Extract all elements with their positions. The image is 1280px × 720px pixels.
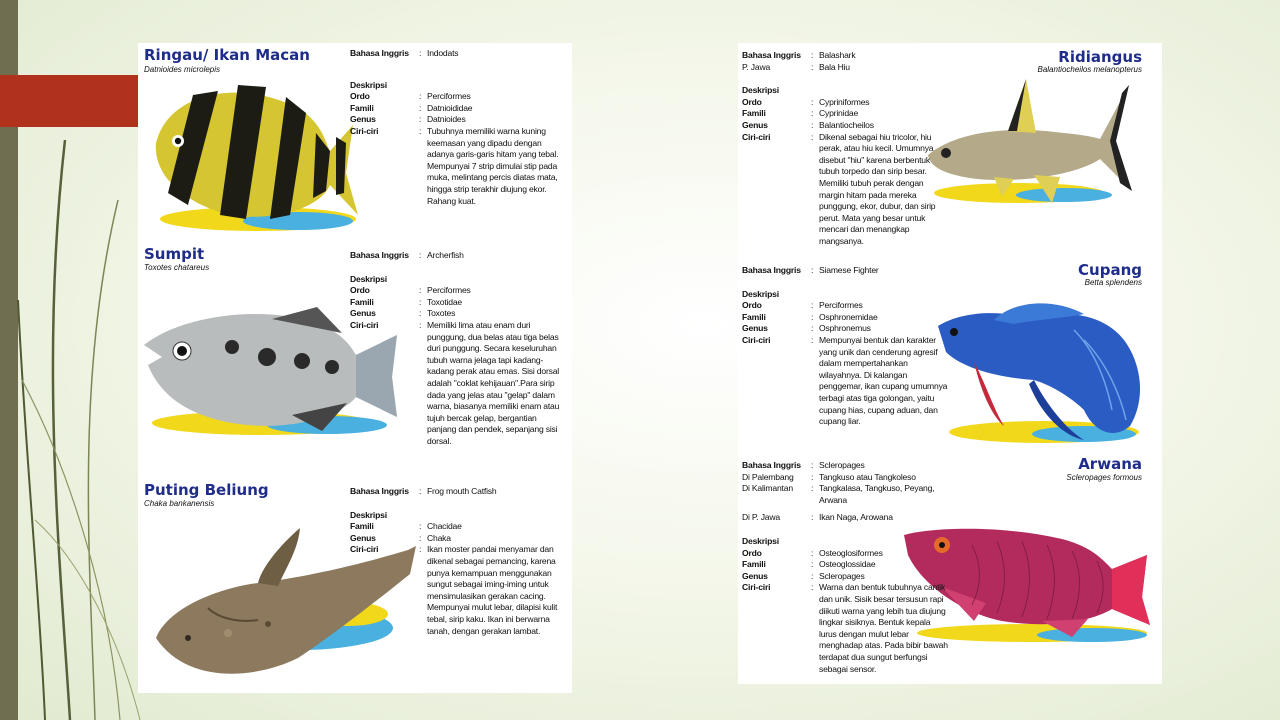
betta-fish-image: [934, 300, 1146, 450]
right-page: [738, 43, 1162, 684]
value-p-jawa: Bala Hiu: [819, 61, 850, 72]
bala-shark-image: [924, 73, 1134, 213]
value-ordo: Osteoglosiformes: [819, 547, 883, 558]
value-genus: Chaka: [427, 532, 451, 543]
label-ciri-ciri: Ciri-ciri: [742, 582, 771, 593]
value-bahasa-inggris: Scleropages: [819, 460, 865, 470]
fish-name-arwana: Arwana: [1078, 455, 1142, 473]
label-deskripsi: Deskripsi: [742, 535, 779, 546]
label-famili: Famili: [350, 521, 374, 532]
label-genus: Genus: [350, 114, 376, 125]
scientific-name-puting-beliung: Chaka bankanensis: [144, 499, 215, 508]
label-famili: Famili: [742, 311, 766, 322]
value-ciri-ciri: Warna dan bentuk tubuhnya cantik dan unik. Sisik besar tersusun rapi diikuti warna yang lebih tua diujung lingkar sisiknya. Bentuk kepala lurus dengan mulut lebar menghadap atas. Pada bibir bawah terdapat dua sungut berfungsi sebagai sensor.: [819, 582, 948, 674]
value-ordo: Perciformes: [427, 91, 471, 102]
fish-name-ridiangus: Ridiangus: [1058, 48, 1142, 66]
value-famili: Toxotidae: [427, 296, 462, 307]
value-famili: Datnioididae: [427, 102, 473, 113]
label-deskripsi: Deskripsi: [742, 288, 779, 299]
info-block-puting-beliung: Bahasa Inggris : Frog mouth Catfish Deskripsi Famili : Chacidae Genus : Chaka Ciri-ciri : Ikan moster pandai menyamar dan dikenal sebagai pemancing, karena punya kemampuan menggunakan sungut sebagai iming-iming untuk mensimulasikan gerakan cacing. Mempunyai mulut lebar, dilapisi kulit tebal, sirip kaku. Ikan ini berwarna tanah, dengan gerakan lambat.: [350, 486, 566, 637]
label-p-jawa: P. Jawa: [742, 61, 771, 72]
info-block-ringau: Bahasa Inggris : Indodats Deskripsi Ordo : Perciformes Famili : Datnioididae Genus : Datnioides Ciri-ciri : Tubuhnya memiliki warna kuning keemasan yang dipadu dengan adanya garis-garis hitam yang tebal. Mempunyai 7 strip dimulai stip pada muka, melintang percis diatas mata, hingga strip terakhir diujung ekor. Rahang kuat.: [350, 48, 566, 207]
fish-entry-ringau: [138, 43, 572, 243]
value-famili: Osphronemidae: [819, 311, 878, 322]
label-bahasa-inggris: Bahasa Inggris: [350, 48, 409, 58]
fish-entry-ridiangus: [738, 43, 1162, 258]
label-deskripsi: Deskripsi: [350, 509, 387, 520]
value-famili: Osteoglossidae: [819, 559, 876, 570]
value-ordo: Perciformes: [427, 285, 471, 296]
label-genus: Genus: [350, 532, 376, 543]
value-genus: Balantiocheilos: [819, 119, 874, 130]
value-bahasa-inggris: Siamese Fighter: [819, 265, 879, 275]
fish-name-cupang: Cupang: [1078, 261, 1142, 279]
label-ciri-ciri: Ciri-ciri: [350, 125, 379, 136]
label-bahasa-inggris: Bahasa Inggris: [742, 460, 801, 470]
info-block-ridiangus: Bahasa Inggris : Balashark P. Jawa : Bala Hiu Deskripsi Ordo : Cypriniformes Famili : Cyprinidae Genus : Balantiocheilos Ciri-ciri : Dikenal sebagai hiu tricolor, hiu perak, atau hiu kecil. Umumnya disebut "hiu" karena berbentuk tubuh torpedo dan sirip besar. Memiliki tubuh perak dengan margin hitam pada mereka punggung, ekor, dubur, dan sirip perut. Mata yang besar untuk mencari dan menangkap mangsanya.: [742, 50, 948, 248]
value-genus: Datnioides: [427, 114, 466, 125]
fish-entry-puting-beliung: [138, 480, 572, 693]
fish-entry-arwana: [738, 453, 1162, 684]
scientific-name-arwana: Scleropages formous: [1066, 473, 1142, 482]
value-famili: Cyprinidae: [819, 108, 859, 119]
value-ciri-ciri: Mempunyai bentuk dan karakter yang unik dan cenderung agresif dalam mempertahankan wilayahnya. Di kalangan penggemar, ikan cupang umumnya terbagi atas tiga golongan, yaitu cupang hias, cupang aduan, dan cupang liar.: [819, 334, 948, 427]
accent-tab: [0, 75, 138, 127]
label-bahasa-inggris: Bahasa Inggris: [350, 250, 409, 260]
label-ordo: Ordo: [742, 547, 762, 558]
fish-name-puting-beliung: Puting Beliung: [144, 481, 269, 499]
fish-name-sumpit: Sumpit: [144, 245, 205, 263]
value-genus: Toxotes: [427, 308, 456, 319]
label-di-palembang: Di Palembang: [742, 471, 794, 482]
fish-entry-sumpit: [138, 243, 572, 480]
label-famili: Famili: [350, 296, 374, 307]
value-ciri-ciri: Dikenal sebagai hiu tricolor, hiu perak, atau hiu kecil. Umumnya disebut "hiu" karena berbentuk tubuh torpedo dan sirip besar. Memiliki tubuh perak dengan margin hitam pada mereka punggung, ekor, dubur, dan sirip perut. Mata yang besar untuk mencari dan menangkap mangsanya.: [819, 131, 936, 246]
label-genus: Genus: [350, 308, 376, 319]
value-ciri-ciri: Tubuhnya memiliki warna kuning keemasan yang dipadu dengan adanya garis-garis hitam yang tebal. Mempunyai 7 strip dimulai stip pada muka, melintang percis diatas mata, hingga strip terakhir diujung ekor. Rahang kuat.: [427, 125, 559, 206]
value-ordo: Perciformes: [819, 300, 863, 311]
label-ciri-ciri: Ciri-ciri: [742, 131, 771, 142]
label-genus: Genus: [742, 323, 768, 334]
label-ordo: Ordo: [350, 285, 370, 296]
label-bahasa-inggris: Bahasa Inggris: [742, 50, 801, 60]
label-genus: Genus: [742, 119, 768, 130]
value-ordo: Cypriniformes: [819, 96, 870, 107]
fish-entry-cupang: [738, 258, 1162, 453]
label-di-kalimantan: Di Kalimantan: [742, 483, 793, 494]
label-deskripsi: Deskripsi: [350, 273, 387, 284]
label-bahasa-inggris: Bahasa Inggris: [350, 486, 409, 496]
label-famili: Famili: [350, 102, 374, 113]
label-ordo: Ordo: [742, 96, 762, 107]
value-di-palembang: Tangkuso atau Tangkoleso: [819, 471, 916, 482]
value-bahasa-inggris: Balashark: [819, 50, 856, 60]
label-deskripsi: Deskripsi: [742, 85, 779, 96]
label-bahasa-inggris: Bahasa Inggris: [742, 265, 801, 275]
value-bahasa-inggris: Frog mouth Catfish: [427, 486, 497, 496]
label-deskripsi: Deskripsi: [350, 79, 387, 90]
info-block-cupang: Bahasa Inggris : Siamese Fighter Deskripsi Ordo : Perciformes Famili : Osphronemidae Genus : Osphronemus Ciri-ciri : Mempunyai bentuk dan karakter yang unik dan cenderung agresif dalam mempertahankan wilayahnya. Di kalangan penggemar, ikan cupang umumnya terbagi atas tiga golongan, yaitu cupang hias, cupang aduan, dan cupang liar.: [742, 265, 948, 427]
value-bahasa-inggris: Indodats: [427, 48, 459, 58]
scientific-name-ridiangus: Balantiocheilos melanopterus: [1037, 65, 1142, 74]
left-page: [138, 43, 572, 693]
label-ordo: Ordo: [742, 300, 762, 311]
scientific-name-cupang: Betta splendens: [1084, 278, 1142, 287]
label-ciri-ciri: Ciri-ciri: [742, 334, 771, 345]
label-genus: Genus: [742, 570, 768, 581]
value-famili: Chacidae: [427, 521, 462, 532]
scientific-name-ringau: Datnioides microlepis: [144, 65, 221, 74]
value-genus: Osphronemus: [819, 323, 871, 334]
label-ciri-ciri: Ciri-ciri: [350, 319, 379, 330]
value-di-kalimantan: Tangkalasa, Tangkuso, Peyang, Arwana: [819, 483, 935, 505]
label-di-p-jawa: Di P. Jawa: [742, 512, 780, 523]
scientific-name-sumpit: Toxotes chatareus: [144, 263, 210, 272]
value-bahasa-inggris: Archerfish: [427, 250, 464, 260]
fish-name-ringau: Ringau/ Ikan Macan: [144, 46, 310, 64]
label-famili: Famili: [742, 108, 766, 119]
label-ciri-ciri: Ciri-ciri: [350, 544, 379, 555]
value-di-p-jawa: Ikan Naga, Arowana: [819, 512, 893, 523]
value-genus: Scleropages: [819, 570, 865, 581]
info-block-sumpit: Bahasa Inggris : Archerfish Deskripsi Ordo : Perciformes Famili : Toxotidae Genus : Toxotes Ciri-ciri : Memiliki lima atau enam duri punggung, dua belas atau tiga belas duri punggung. Secara keseluruhan tubuh warna jelaga tapi kadang-kadang perak atau emas. Sisi dorsal adalah "coklat kehijauan".Para sirip dada yang jelas atau "gelap" dalam warna, biasanya memiliki enam atau tujuh bercak gelap, bergantian panjang dan pendek, sepanjang sisi dorsal.: [350, 250, 566, 448]
label-famili: Famili: [742, 559, 766, 570]
info-block-arwana: Bahasa Inggris : Scleropages Di Palembang : Tangkuso atau Tangkoleso Di Kalimantan : Tangkalasa, Tangkuso, Peyang, Arwana Di P. Jawa : Ikan Naga, Arowana Deskripsi Ordo : Osteoglosiformes Famili : Osteoglossidae Genus : Scleropages Ciri-ciri : Warna dan bentuk tubuhnya cantik dan unik. Sisik besar tersusun rapi diikuti warna yang lebih tua diujung lingkar sisiknya. Bentuk kepala lurus dengan mulut lebar menghadap atas. Pada bibir bawah terdapat dua sungut berfungsi sebagai sensor.: [742, 460, 948, 674]
value-ciri-ciri: Memiliki lima atau enam duri punggung, dua belas atau tiga belas duri punggung. Secara keseluruhan tubuh warna jelaga tapi kadang-kadang perak atau emas. Sisi dorsal adalah "coklat kehijauan".Para sirip dada yang jelas atau "gelap" dalam warna, biasanya memiliki enam atau tujuh bercak gelap, bergantian panjang dan pendek, sepanjang sisi dorsal.: [427, 319, 560, 446]
label-ordo: Ordo: [350, 91, 370, 102]
value-ciri-ciri: Ikan moster pandai menyamar dan dikenal sebagai pemancing, karena punya kemampuan menggunakan sungut sebagai iming-iming untuk mensimulasikan gerakan cacing. Mempunyai mulut lebar, dilapisi kulit tebal, sirip kaku. Ikan ini berwarna tanah, dengan gerakan lambat.: [427, 544, 558, 636]
tiger-fish-image: [148, 73, 368, 238]
